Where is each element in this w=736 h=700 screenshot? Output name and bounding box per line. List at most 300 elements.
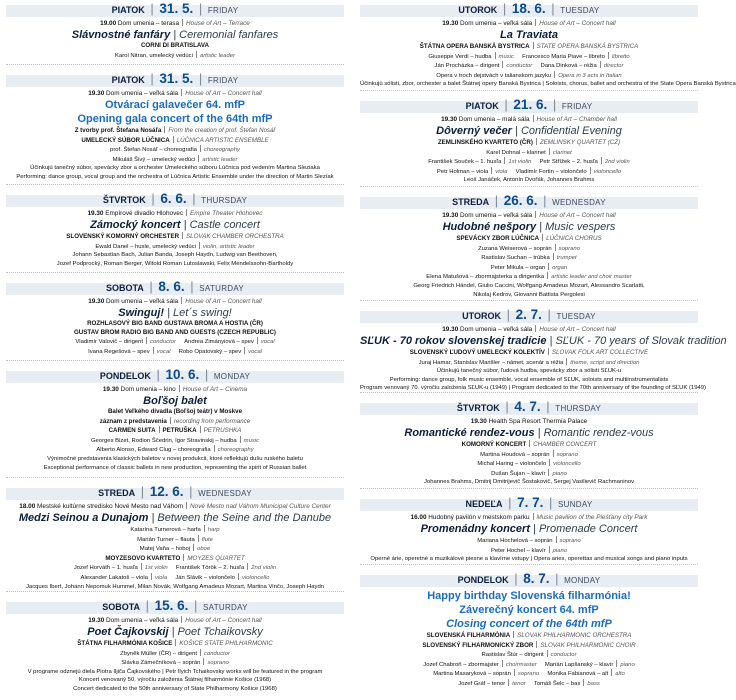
venue-name: Hudobný pavilón v mestskom parku	[428, 514, 530, 521]
separator-bar	[182, 19, 183, 26]
separator-bar	[164, 126, 165, 133]
separator-pipe: |	[195, 71, 206, 86]
separator-bar	[535, 325, 536, 332]
line-text: Alberto Alonso, Edward Clug – choreografia	[96, 447, 211, 454]
line-translation: trumpet	[556, 255, 577, 262]
event-title-english: Poet Tchaikovsky	[177, 626, 263, 638]
performer-line	[6, 639, 344, 649]
separator-bar	[590, 167, 591, 174]
separator-bar	[533, 42, 534, 49]
date-header-text	[360, 306, 698, 326]
line-translation: director	[603, 63, 624, 70]
event-title-english: Ceremonial fanfares	[179, 29, 279, 41]
separator-bar	[549, 459, 550, 466]
line-text: Georg Friedrich Händel, Giulio Caccini, Wolfgang Amadeus Mozart, Alessandro Scarlatti,	[413, 282, 645, 289]
event-time: 19.30	[88, 90, 105, 97]
event-title-slovak: Otvárací galavečer 64. mfP	[104, 99, 246, 111]
date-header-text	[6, 70, 344, 90]
line-text: Vladimír Valovič – dirigent	[75, 339, 144, 346]
line-text: Dušan Šujan – klavír	[491, 470, 546, 477]
line-translation: KOŠICE STATE PHILHARMONIC	[179, 640, 273, 647]
line-translation: 2nd violin	[251, 565, 277, 572]
performer-line	[6, 573, 344, 583]
line-text: SLOVENSKÝ KOMORNÝ ORCHESTER	[66, 233, 180, 240]
performer-line	[360, 61, 698, 71]
separator-pipe: |	[146, 1, 158, 16]
venue-name: Dom umenia – veľká sála	[106, 298, 179, 305]
event-block	[360, 570, 698, 689]
event-title-slovak: Medzi Seinou a Dunajom	[18, 512, 149, 524]
weekday-english: TUESDAY	[556, 312, 596, 321]
event-date-header	[360, 494, 698, 512]
event-venue	[6, 209, 344, 218]
separator-bar	[611, 669, 612, 676]
weekday-english: WEDNESDAY	[198, 489, 252, 498]
separator-bar	[240, 436, 241, 443]
line-text: Vladimír Fortin – violončelo	[515, 168, 587, 175]
separator-bar	[553, 450, 554, 457]
weekday-label: STREDA	[452, 197, 490, 207]
performer-line	[360, 660, 698, 670]
performer-line	[360, 358, 698, 368]
line-text: Slávka Zámečníková – soprán	[121, 660, 201, 667]
event-block	[6, 190, 344, 268]
line-translation: vocal	[248, 348, 262, 355]
performer-line	[6, 408, 344, 417]
event-divider	[6, 64, 344, 65]
line-text: Michal Haring – violončelo	[477, 461, 547, 468]
line-text: Peter Hochel – klavír	[490, 547, 546, 554]
line-text: Marián Turner – flauta	[137, 536, 195, 543]
separator-bar	[555, 244, 556, 251]
separator-pipe: |	[546, 335, 556, 347]
separator-bar	[533, 115, 534, 122]
separator-bar	[536, 641, 537, 648]
separator-bar	[502, 61, 503, 68]
separator-bar	[198, 535, 199, 542]
event-subtitle-english: Closing concert of the 64th mfP	[446, 618, 612, 630]
date-header-text	[360, 96, 698, 116]
event-venue	[6, 89, 344, 98]
event-title-english: Let´s swing!	[173, 307, 232, 319]
separator-pipe: |	[195, 1, 206, 16]
line-text: záznam z predstavenia	[99, 417, 167, 425]
line-text: Concert dedicated to the 50th anniversary of State Philharmony Košice (1968)	[73, 685, 277, 692]
venue-name: Dom umenia – veľká sála	[460, 326, 533, 333]
performer-line	[360, 650, 698, 660]
separator-bar	[536, 138, 537, 145]
event-divider	[360, 90, 698, 91]
line-text: Tomáš Šelc – bas	[533, 680, 581, 687]
event-title	[360, 522, 698, 536]
performer-line	[360, 167, 698, 177]
event-divider	[6, 477, 344, 478]
venue-name: Dom umenia – veľká sála	[106, 617, 179, 624]
date-header-text	[360, 570, 698, 590]
event-divider	[6, 184, 344, 185]
venue-name-english: Music pavilion of the Piešťany city Park	[536, 514, 648, 521]
event-date: 31. 5.	[159, 71, 194, 86]
performer-line	[360, 478, 698, 487]
line-translation: flute	[201, 536, 213, 543]
separator-bar	[533, 513, 534, 520]
separator-bar	[583, 679, 584, 686]
event-date: 10. 6.	[165, 367, 200, 382]
line-translation: 2nd violin	[604, 159, 630, 166]
event-title-english: Castle concert	[189, 219, 260, 231]
line-translation: soprano	[559, 538, 581, 544]
line-translation: SLOVAK PHILHARMONIC ORCHESTRA	[517, 632, 632, 639]
separator-bar	[181, 616, 182, 623]
line-text: František Török – 2. husľa	[175, 565, 245, 572]
performer-line	[6, 173, 344, 182]
separator-bar	[535, 19, 536, 26]
performer-line	[360, 176, 698, 185]
venue-name-english: House of Art – Concert hall	[539, 212, 616, 219]
line-translation: From the creation of prof. Štefan Nosáľ	[168, 127, 276, 134]
performer-line	[6, 554, 344, 564]
performer-line	[360, 376, 698, 385]
separator-pipe: |	[499, 1, 510, 16]
separator-bar	[196, 51, 197, 58]
separator-bar	[198, 155, 199, 162]
date-header-text	[360, 0, 698, 20]
venue-name: Dom umenia – veľká sála	[460, 212, 533, 219]
event-time: 19.30	[442, 326, 459, 333]
line-translation: ZEMLINSKY QUARTET (CZ)	[539, 139, 621, 146]
event-title-slovak: Dôverný večer	[436, 125, 512, 137]
performer-line	[6, 685, 344, 694]
separator-bar	[214, 445, 215, 452]
line-translation: choirmaster	[505, 661, 537, 668]
separator-bar	[554, 71, 555, 78]
line-translation: SLOVAK PHILHARMONIC CHOIR	[540, 641, 636, 649]
event-title	[6, 98, 344, 112]
line-translation: MOYZES QUARTET	[187, 554, 245, 562]
line-text: Zbyněk Müller (ČR) – dirigent	[120, 650, 198, 657]
separator-bar	[502, 660, 503, 667]
line-text: CORNI DI BRATISLAVA	[140, 42, 210, 49]
line-text: Petr Holman – viola	[436, 168, 489, 175]
venue-name-english: Nové Mesto nad Váhom Municipal Culture Center	[190, 503, 331, 510]
line-text: Karel Dohnal – klarinet	[486, 149, 546, 156]
line-text: Giuseppe Verdi – hudba	[428, 53, 492, 60]
line-text: Balet Veľkého divadla (Boľšoj teátr) v Moskve	[107, 408, 243, 415]
performer-line	[360, 244, 698, 254]
line-text: Andrea Zimányiová – spev	[184, 339, 254, 346]
separator-bar	[141, 563, 142, 570]
event-subtitle: Opening gala concert of the 64th mfP	[77, 113, 273, 125]
performer-line	[6, 464, 344, 473]
performer-line	[360, 641, 698, 651]
event-title	[6, 218, 344, 232]
event-date: 21. 6.	[513, 97, 548, 112]
line-translation: oboe	[197, 546, 211, 553]
separator-pipe: |	[504, 495, 516, 510]
event-title	[360, 220, 698, 234]
weekday-label: NEDEĽA	[465, 499, 503, 509]
line-text: Martina Masaryková – soprán	[433, 671, 511, 678]
separator-pipe: |	[534, 427, 544, 439]
line-text: ZEMLINSKÉHO KVARTETO (ČR)	[437, 139, 533, 146]
performer-line	[6, 136, 344, 146]
event-date-header	[6, 597, 344, 615]
line-translation: harp	[207, 527, 220, 533]
weekday-label: ŠTVRTOK	[102, 195, 146, 205]
line-text: Účinkujú tanečný súbor, ľudová hudba, spevácky zbor a sólisti SĽUK-u	[436, 368, 622, 375]
venue-name-english: Empire Theater Hlohovec	[190, 210, 263, 217]
performer-line	[360, 42, 698, 52]
event-venue	[6, 385, 344, 394]
line-translation: PETRUSHKA	[203, 427, 242, 435]
event-date-header	[360, 0, 698, 18]
event-title-slovak: Promenádny koncert	[420, 523, 530, 535]
line-text: Leoš Janáček, Antonín Dvořák, Johannes Brahms	[463, 177, 595, 184]
weekday-label: SOBOTA	[102, 602, 141, 612]
line-translation: STATE OPERA BANSKÁ BYSTRICA	[536, 43, 639, 50]
performer-line	[360, 234, 698, 244]
event-date-header	[6, 0, 344, 18]
separator-bar	[173, 136, 174, 143]
separator-bar	[556, 536, 557, 543]
line-text: Francesco Maria Piave – libreto	[522, 53, 605, 60]
line-text: Koncert venovaný 50. výročiu založenia Štátnej filharmónie Košice (1968)	[78, 677, 272, 684]
event-block	[360, 306, 727, 393]
event-title-english: Confidential Evening	[520, 125, 622, 137]
event-divider	[360, 564, 698, 565]
line-text: UMELECKÝ SÚBOR LÚČNICA	[81, 136, 170, 144]
line-translation: soprano	[556, 451, 578, 458]
event-time: 19.00	[100, 20, 117, 27]
event-title-english: Between the Seine and the Danube	[157, 512, 332, 524]
event-title	[360, 589, 698, 603]
separator-pipe: |	[186, 279, 198, 294]
separator-pipe: |	[142, 598, 153, 613]
event-title	[360, 28, 698, 42]
venue-name: Dom umenia – veľká sála	[460, 20, 533, 27]
event-date-header	[360, 192, 698, 210]
event-block	[360, 96, 698, 185]
line-translation: viola	[495, 168, 508, 175]
line-translation: viola	[155, 574, 168, 581]
performer-line	[6, 347, 344, 357]
weekday-english: WEDNESDAY	[552, 198, 606, 207]
weekday-english: FRIDAY	[207, 76, 239, 85]
event-date-header	[6, 190, 344, 208]
line-translation: LÚČNICA ARTISTIC ENSEMBLE	[176, 136, 269, 144]
line-text: ROZHLASOVÝ BIG BAND GUSTAVA BROMA A HOSTIA (ČR)	[87, 320, 263, 327]
separator-pipe: |	[503, 307, 514, 322]
event-title	[6, 394, 344, 408]
line-translation: choreography	[217, 447, 254, 454]
line-text: Ján Procházka – dirigent	[434, 63, 500, 70]
performer-line	[6, 426, 344, 436]
line-text: prof. Štefan Nosáľ – choreografia	[110, 147, 197, 154]
line-text: CARMEN SUITA	[108, 427, 156, 435]
performer-line	[6, 417, 344, 427]
event-title	[360, 334, 727, 348]
performer-line	[6, 242, 344, 252]
line-text: Účinkujú tanečný súbor, spevácky zbor a orchester Umeleckého súboru Lúčnica pod vedením Martina Sleziaka	[30, 165, 320, 172]
event-date-header	[360, 306, 698, 324]
performer-line	[360, 253, 698, 263]
event-title-slovak: Swinguj!	[118, 307, 165, 319]
separator-bar	[548, 469, 549, 476]
line-translation: piano	[620, 661, 635, 668]
line-translation: tenor	[512, 680, 526, 687]
performer-line	[360, 291, 698, 300]
separator-bar	[181, 89, 182, 96]
line-translation: conductor	[506, 63, 533, 70]
separator-bar	[153, 347, 154, 354]
event-title	[6, 625, 344, 639]
separator-bar	[183, 554, 184, 561]
line-text: Petr Střížek – 2. husľa	[539, 159, 598, 166]
line-translation: artistic leader	[202, 156, 238, 163]
event-subtitle: Záverečný koncert 64. mfP	[459, 604, 599, 616]
event-title-slovak: SĽUK - 70 rokov slovenskej tradície	[360, 335, 547, 347]
separator-bar	[513, 631, 514, 638]
weekday-english: SATURDAY	[199, 284, 245, 293]
performer-line	[360, 282, 698, 291]
separator-bar	[514, 669, 515, 676]
separator-bar	[601, 157, 602, 164]
weekday-label: PIATOK	[111, 75, 145, 85]
separator-bar	[495, 52, 496, 59]
line-translation: artistic leader and choir master	[551, 274, 632, 281]
line-text: František Souček – 1. husľa	[428, 159, 502, 166]
separator-pipe: |	[510, 571, 522, 586]
performer-line	[6, 525, 344, 535]
performer-line	[360, 469, 698, 479]
separator-bar	[170, 417, 171, 424]
line-translation: piano	[552, 547, 568, 554]
event-block	[6, 483, 344, 591]
separator-pipe: |	[539, 193, 551, 208]
performer-line	[6, 676, 344, 685]
performer-line	[6, 563, 344, 573]
separator-bar	[146, 337, 147, 344]
event-block	[6, 366, 344, 472]
separator-bar	[182, 232, 183, 239]
weekday-label: PIATOK	[111, 5, 145, 15]
separator-pipe: |	[137, 484, 148, 499]
venue-name: Mestské kultúrne stredisko Nové Mesto nad Váhom	[37, 503, 184, 510]
line-text: Ewald Danel – husle, umelecký vedúci	[95, 243, 196, 250]
event-venue	[360, 19, 698, 28]
performer-line	[6, 337, 344, 347]
separator-bar	[247, 563, 248, 570]
separator-bar	[244, 347, 245, 354]
separator-bar	[199, 242, 200, 249]
event-divider	[360, 488, 698, 489]
performer-line	[360, 669, 698, 679]
performer-line	[360, 157, 698, 167]
line-text: Performing: dance group, vocal group and the orchestra of Lúčnica Artistic Ensemble under the direction of Martin Slezíak	[16, 173, 334, 180]
separator-bar	[547, 650, 548, 657]
event-date: 12. 6.	[149, 484, 184, 499]
line-translation: recording from performance	[173, 417, 251, 425]
line-text: SLOVENSKÁ FILHARMÓNIA	[426, 632, 511, 639]
separator-pipe: |	[168, 626, 178, 638]
event-time: 19.30	[441, 116, 458, 123]
line-translation: soprano	[207, 660, 229, 667]
line-translation: bass	[587, 680, 600, 687]
line-text: Mariana Hochelová – soprán	[477, 538, 553, 544]
line-text: KOMORNÝ KONCERT	[461, 441, 527, 448]
event-date-header	[360, 96, 698, 114]
separator-bar	[200, 145, 201, 152]
venue-name-english: House of Art – Concert hall	[539, 20, 616, 27]
event-date: 6. 6.	[160, 191, 187, 206]
performer-line	[360, 367, 698, 376]
line-translation: organ	[552, 264, 568, 271]
line-translation: LÚČNICA CHORUS	[546, 235, 602, 242]
performer-line	[360, 631, 698, 641]
performer-line	[6, 649, 344, 659]
separator-pipe: |	[545, 495, 556, 510]
venue-name: Dom umenia – malá sála	[458, 116, 530, 123]
line-translation: SLOVAK CHAMBER ORCHESTRA	[186, 233, 284, 240]
venue-name-english: House of Art – Concert hall	[539, 326, 616, 333]
line-translation: conductor	[550, 652, 577, 659]
performer-line	[6, 455, 344, 464]
separator-bar	[151, 573, 152, 580]
separator-bar	[529, 440, 530, 447]
separator-bar	[535, 211, 536, 218]
line-translation: violin, artistic leader	[202, 243, 255, 250]
line-text: Ján Slávik – violončelo	[175, 574, 235, 581]
event-venue	[6, 19, 344, 28]
line-text: SLOVENSKÝ ĽUDOVÝ UMELECKÝ KOLEKTÍV	[409, 349, 545, 356]
line-text: Rastislav Suchan – trúbka	[481, 255, 550, 262]
line-translation: SLOVAK FOLK ART COLLECTIVE	[551, 349, 649, 356]
line-translation: soprano	[517, 671, 540, 678]
performer-line	[360, 555, 698, 564]
event-time: 19.30	[87, 210, 104, 217]
event-title-slovak: Happy birthday Slovenská filharmónia!	[427, 590, 631, 602]
performer-line	[6, 583, 344, 592]
weekday-english: THURSDAY	[201, 196, 248, 205]
line-text: PETRUŠKA	[162, 427, 197, 435]
performer-line	[360, 440, 698, 450]
line-translation: music	[498, 53, 514, 60]
date-header-text	[360, 398, 698, 418]
event-block	[6, 70, 344, 182]
separator-bar	[608, 52, 609, 59]
line-text: SLOVENSKÝ FILHARMONICKÝ ZBOR	[422, 641, 534, 649]
separator-pipe: |	[185, 484, 197, 499]
line-translation: music	[243, 437, 260, 444]
line-translation: piano	[552, 470, 567, 477]
separator-pipe: |	[164, 307, 174, 319]
performer-line	[360, 536, 698, 546]
event-venue	[360, 115, 698, 124]
separator-bar	[616, 660, 617, 667]
date-header-text	[360, 192, 698, 212]
performer-line	[6, 668, 344, 677]
line-text: GUSTAV BROM RADIO BIG BAND AND GUESTS (CZECH REPUBLIC)	[73, 328, 276, 336]
line-text: Jacques Ibert, Johann Nepomuk Hummel, Milan Novák, Wolfgang Amadeus Mozart, Martina Vinčo, Joseph Haydn	[25, 583, 325, 590]
separator-bar	[553, 253, 554, 260]
line-text: ŠTÁTNA OPERA BANSKÁ BYSTRICA	[419, 43, 530, 50]
event-title-slovak: Slávnostné fanfáry	[71, 29, 171, 41]
event-time: 18.00	[19, 503, 36, 510]
event-date: 8. 6.	[158, 279, 185, 294]
line-translation: soprano	[558, 245, 580, 252]
line-text: Jozef Horváth – 1. husľa	[73, 565, 138, 572]
event-date: 2. 7.	[515, 307, 542, 322]
